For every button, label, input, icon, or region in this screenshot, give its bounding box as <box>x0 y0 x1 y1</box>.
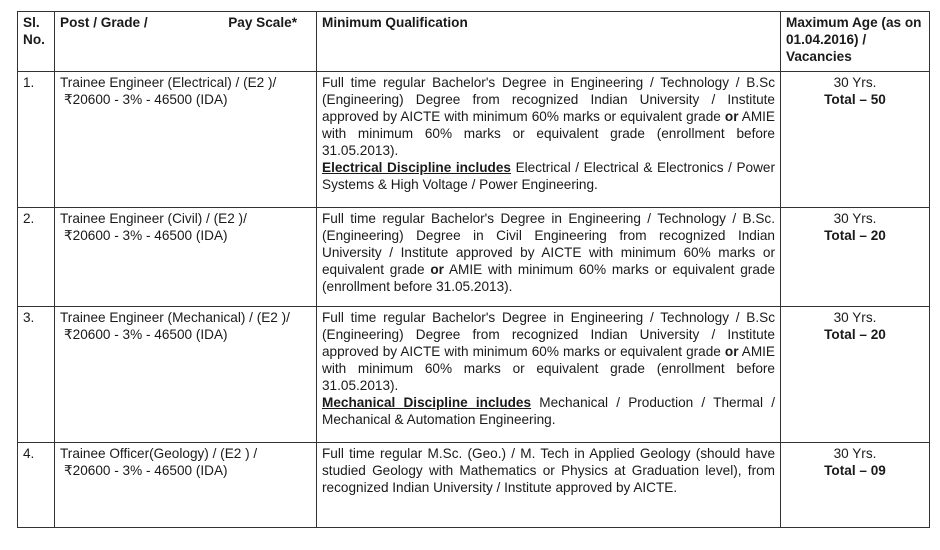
row-qualification <box>317 443 781 528</box>
qualification-text: Full time regular M.Sc. (Geo.) / M. Tech in Applied Geology (should have studied Geology with Mathematics or Physics at Graduation level), from recognized Indian University / Institute approved by AICTE. <box>322 446 775 495</box>
qualification-text <box>322 210 775 295</box>
post-grade: Trainee Engineer (Civil) / (E2 )/ <box>60 211 247 226</box>
qualification-part-a: Full time regular Bachelor's Degree in Engineering / Technology / B.Sc. (Engineering) Degree in Civil Engineering from recognized Indian University / Institute approved by AICTE with minimum 60% marks or equivalent grade <box>322 211 775 277</box>
max-age: 30 Yrs. <box>833 310 877 325</box>
post-grade: Trainee Engineer (Mechanical) / (E2 )/ <box>60 310 290 325</box>
discipline-list: Electrical / Electrical & Electronics / Power Systems & High Voltage / Power Engineering. <box>322 160 775 192</box>
header-qualification: Minimum Qualification <box>317 12 781 72</box>
row-sl: 3. <box>18 307 55 443</box>
header-row <box>18 12 930 72</box>
table-row <box>18 72 930 208</box>
header-sl: Sl. No. <box>18 12 55 72</box>
qualification-or: or <box>724 109 739 124</box>
header-age-vacancies: Maximum Age (as on 01.04.2016) / Vacancies <box>781 12 930 72</box>
qualification-part-b: AMIE with minimum 60% marks or equivalent grade (enrollment before 31.05.2013). <box>322 262 776 294</box>
row-post <box>55 72 317 208</box>
row-age-vacancies <box>781 208 930 307</box>
qualification-or: or <box>430 262 444 277</box>
header-post-grade: Post / Grade / <box>60 15 148 30</box>
header-pay-scale: Pay Scale* <box>228 15 297 30</box>
pay-scale: ₹20600 - 3% - 46500 (IDA) <box>64 327 228 342</box>
row-qualification <box>317 307 781 443</box>
header-post <box>55 12 317 72</box>
recruitment-table <box>17 11 930 528</box>
row-age-vacancies <box>781 72 930 208</box>
qualification-part-b: AMIE with minimum 60% marks or equivalent grade (enrollment before 31.05.2013). <box>322 109 775 158</box>
pay-scale: ₹20600 - 3% - 46500 (IDA) <box>64 228 228 243</box>
post-grade: Trainee Engineer (Electrical) / (E2 )/ <box>60 75 277 90</box>
vacancy-total: Total – 50 <box>824 92 886 107</box>
vacancy-total: Total – 09 <box>824 463 886 478</box>
row-age-vacancies <box>781 443 930 528</box>
row-sl: 4. <box>18 443 55 528</box>
max-age: 30 Yrs. <box>833 211 877 226</box>
max-age: 30 Yrs. <box>833 75 877 90</box>
post-grade: Trainee Officer(Geology) / (E2 ) / <box>60 446 258 461</box>
discipline-title: Electrical Discipline includes <box>322 160 511 175</box>
row-post <box>55 307 317 443</box>
row-post <box>55 208 317 307</box>
vacancy-total: Total – 20 <box>824 327 886 342</box>
pay-scale: ₹20600 - 3% - 46500 (IDA) <box>64 463 228 478</box>
row-sl: 2. <box>18 208 55 307</box>
max-age: 30 Yrs. <box>833 446 877 461</box>
row-qualification <box>317 208 781 307</box>
table-row <box>18 307 930 443</box>
qualification-part-a: Full time regular Bachelor's Degree in Engineering / Technology / B.Sc (Engineering) Degree from recognized Indian University / Institute approved by AICTE with minimum 60% marks or equivalent grade <box>322 310 775 359</box>
discipline-title: Mechanical Discipline includes <box>322 395 532 410</box>
row-qualification <box>317 72 781 208</box>
discipline-text <box>322 394 775 428</box>
qualification-or: or <box>724 344 739 359</box>
table-row <box>18 443 930 528</box>
table-row <box>18 208 930 307</box>
row-age-vacancies <box>781 307 930 443</box>
discipline-text <box>322 159 775 193</box>
vacancy-total: Total – 20 <box>824 228 886 243</box>
row-post <box>55 443 317 528</box>
pay-scale: ₹20600 - 3% - 46500 (IDA) <box>64 92 228 107</box>
qualification-part-b: AMIE with minimum 60% marks or equivalent grade (enrollment before 31.05.2013). <box>322 344 775 393</box>
qualification-part-a: Full time regular Bachelor's Degree in Engineering / Technology / B.Sc (Engineering) Degree from recognized Indian University / Institute approved by AICTE with minimum 60% marks or equivalent grade <box>322 75 775 124</box>
discipline-list: Mechanical / Production / Thermal / Mechanical & Automation Engineering. <box>322 395 775 427</box>
qualification-text <box>322 309 775 394</box>
qualification-text <box>322 74 775 159</box>
row-sl: 1. <box>18 72 55 208</box>
